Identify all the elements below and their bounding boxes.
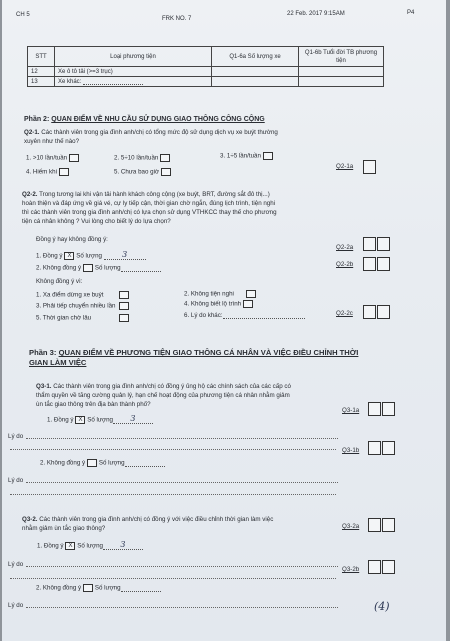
q2-2-disagree: 2. Không đồng ý Số lượng xyxy=(36,264,161,272)
part3-title: Phần 3: QUAN ĐIỂM VỀ PHƯƠNG TIỆN GIAO THÔNG CÁ NHÂN VÀ VIỆC ĐIỀU CHỈNH THỜI GIAN LÀM VIỆC xyxy=(29,348,359,367)
answer-box[interactable] xyxy=(382,402,395,416)
header-left: CH 5 xyxy=(16,12,30,18)
vehicle-table xyxy=(27,46,384,87)
q2-2a-code: Q2-2a xyxy=(336,244,354,251)
reason-label: Lý do xyxy=(8,433,24,440)
header-page: P4 xyxy=(407,10,415,16)
header-date: 22 Feb. 2017 9:15AM xyxy=(287,11,345,17)
answer-box[interactable] xyxy=(363,237,376,251)
q3-1-text: Q3-1. Các thành viên trong gia đình anh/chị có đồng ý ủng hộ các chính sách của các cấp có thẩm quyền về tăng cường quản lý, hạn chế hoạt động của phương tiện cá nhân nhằm giảm ùn tắc giao thông trên địa bàn thành phố? xyxy=(36,383,291,408)
table-row: 12 Xe ô tô tải (>=3 trục) xyxy=(28,67,384,77)
checkbox[interactable] xyxy=(263,152,273,160)
reason-line[interactable] xyxy=(26,566,338,567)
q2-1-text: Q2-1. Các thành viên trong gia đình anh/chị có tổng mức độ sử dụng dịch vụ xe buýt thường xuyên như thế nào? xyxy=(24,129,278,145)
q3-1a-code: Q3-1a xyxy=(342,407,360,414)
reason-label: Lý do xyxy=(8,602,24,609)
checkbox[interactable] xyxy=(161,168,171,176)
q3-1b-code: Q3-1b xyxy=(342,447,360,454)
q2-1-opt2: 2. 5÷10 lần/tuần xyxy=(114,154,170,162)
checkbox[interactable] xyxy=(59,168,69,176)
reason-line[interactable] xyxy=(26,482,338,483)
reason-line[interactable] xyxy=(26,438,338,439)
checkbox[interactable] xyxy=(69,154,79,162)
q3-2-agree: 1. Đồng ý X Số lượng 3 xyxy=(37,540,143,550)
col-vehicle-type: Loại phương tiện xyxy=(55,47,212,67)
checkbox[interactable] xyxy=(119,314,129,322)
answer-box[interactable] xyxy=(382,441,395,455)
checkbox[interactable]: X xyxy=(75,416,85,424)
part2-title: Phần 2: QUAN ĐIỂM VỀ NHU CẦU SỬ DỤNG GIAO THÔNG CÔNG CỘNG xyxy=(24,116,265,123)
checkbox[interactable] xyxy=(83,584,93,592)
q3-2a-code: Q3-2a xyxy=(342,523,360,530)
q2-2-agree: 1. Đồng ý X Số lượng 3 xyxy=(36,250,146,260)
reason-heading: Không đồng ý vì: xyxy=(36,278,83,285)
checkbox[interactable] xyxy=(243,300,253,308)
col-vehicle-age: Q1-6b Tuổi đời TB phương tiện xyxy=(299,47,384,67)
q3-2-disagree: 2. Không đồng ý Số lượng xyxy=(36,584,161,592)
answer-box[interactable] xyxy=(363,305,376,319)
answer-box[interactable] xyxy=(363,160,376,174)
table-row: 13 Xe khác: xyxy=(28,77,384,87)
q2-1-opt4: 4. Hiếm khi xyxy=(26,168,69,176)
answer-box[interactable] xyxy=(377,257,390,271)
page-number: (4) xyxy=(374,600,390,613)
q2-1-opt5: 5. Chưa bao giờ xyxy=(114,168,171,176)
answer-box[interactable] xyxy=(368,560,381,574)
q3-1-disagree: 2. Không đồng ý Số lượng xyxy=(40,459,165,467)
q2-1-opt3: 3. 1÷5 lần/tuần xyxy=(220,152,273,160)
answer-box[interactable] xyxy=(368,518,381,532)
reason-label: Lý do xyxy=(8,561,24,568)
agree-heading: Đồng ý hay không đồng ý: xyxy=(36,236,108,243)
answer-box[interactable] xyxy=(368,402,381,416)
checkbox[interactable] xyxy=(119,302,129,310)
q3-1-agree: 1. Đồng ý X Số lượng 3 xyxy=(47,414,153,424)
q2-2b-code: Q2-2b xyxy=(336,261,354,268)
col-stt: STT xyxy=(28,47,55,67)
reason-label: Lý do xyxy=(8,477,24,484)
q2-2c-code: Q2-2c xyxy=(336,310,353,317)
answer-box[interactable] xyxy=(382,560,395,574)
q2-1-code: Q2-1a xyxy=(336,163,354,170)
q3-2b-code: Q3-2b xyxy=(342,566,360,573)
col-quantity: Q1-6a Số lượng xe xyxy=(212,47,299,67)
answer-box[interactable] xyxy=(363,257,376,271)
checkbox[interactable] xyxy=(119,291,129,299)
checkbox[interactable] xyxy=(83,264,93,272)
answer-box[interactable] xyxy=(377,305,390,319)
survey-page: CH 5 FRK NO. 7 22 Feb. 2017 9:15AM P4 STT Loại phương tiện Q1-6a Số lượng xe Q1-6b Tuổi đời TB phương tiện 12 Xe ô tô tải (>=3 trục) 13 Xe khác: Phần 2: QUAN ĐIỂM VỀ NHU CẦU SỬ DỤNG GIAO THÔNG CÔNG CỘNG Q2-1. Các thành viên trong gia đình anh/chị có tổng mức độ sử dụng dịch vụ xe buýt thường xuyên như thế nào? 1. >10 lần/tuần 2. 5÷10 lần/tuần 3. 1÷5 lần/tuần 4. Hiếm khi 5. Chưa bao giờ Q2-1a Q2-2. Trong tương lai khi vận tải hành khách công cộng (xe buýt, BRT, đường sắt đô thị...) hoàn thiện và đáp ứng về giá vé, cự ly tiếp cận, thời gian chờ ngắn, đúng lịch trình, tiện nghi thì các thành viên trong gia đình anh/chị có lựa chọn sử dụng VTHKCC thay thế cho phương tiện cá nhân không ? Vui lòng cho biết lý do lựa chọn? Đồng ý hay không đồng ý: 1. Đồng ý X Số lượng 3 2. Không đồng ý Số lượng Q2-2a Q2-2b Không đồng ý vì: 1. Xa điểm dừng xe buýt 3. Phải tiếp chuyển nhiều lần 5. Thời gian chờ lâu 2. Không tiện nghi 4. Không biết lộ trình 6. Lý do khác: Q2-2c Phần 3: QUAN ĐIỂM VỀ PHƯƠNG TIỆN GIAO THÔNG CÁ NHÂN VÀ VIỆC ĐIỀU CHỈNH THỜI GIAN LÀM VIỆC Q3-1. Các thành viên trong gia đình anh/chị có đồng ý ủng hộ các chính sách của các cấp có thẩm quyền về tăng cường quản lý, hạn chế hoạt động của phương tiện cá nhân nhằm giảm ùn tắc giao thông trên địa bàn thành phố? 1. Đồng ý X Số lượng 3 Q3-1a Lý do 2. Không đồng ý Số lượng Q3-1b Lý do Q3-2. Các thành viên trong gia đình anh/chị có đồng ý với việc điều chỉnh thời gian làm việc nhằm giảm ùn tắc giao thông? Q3-2a 1. Đồng ý X Số lượng 3 Lý do Q3-2b 2. Không đồng ý Số lượng Lý do (4) xyxy=(2,0,446,641)
reason-line[interactable] xyxy=(26,607,338,608)
checkbox[interactable] xyxy=(87,459,97,467)
answer-box[interactable] xyxy=(382,518,395,532)
checkbox[interactable] xyxy=(160,154,170,162)
checkbox[interactable]: X xyxy=(64,252,74,260)
q2-2-text: Q2-2. Trong tương lai khi vận tải hành khách công cộng (xe buýt, BRT, đường sắt đô thị...) hoàn thiện và đáp ứng về giá vé, cự ly tiếp cận, thời gian chờ ngắn, đúng lịch trình, tiện nghi thì các thành viên trong gia đình anh/chị có lựa chọn sử dụng VTHKCC thay thế cho phương tiện cá nhân không ? Vui lòng cho biết lý do lựa chọn? xyxy=(22,191,277,225)
answer-box[interactable] xyxy=(368,441,381,455)
q2-1-opt1: 1. >10 lần/tuần xyxy=(26,154,79,162)
answer-box[interactable] xyxy=(377,237,390,251)
q3-2-text: Q3-2. Các thành viên trong gia đình anh/chị có đồng ý với việc điều chỉnh thời gian làm việc nhằm giảm ùn tắc giao thông? xyxy=(22,516,274,532)
checkbox[interactable] xyxy=(246,290,256,298)
checkbox[interactable]: X xyxy=(65,542,75,550)
header-form-no: FRK NO. 7 xyxy=(162,16,192,22)
